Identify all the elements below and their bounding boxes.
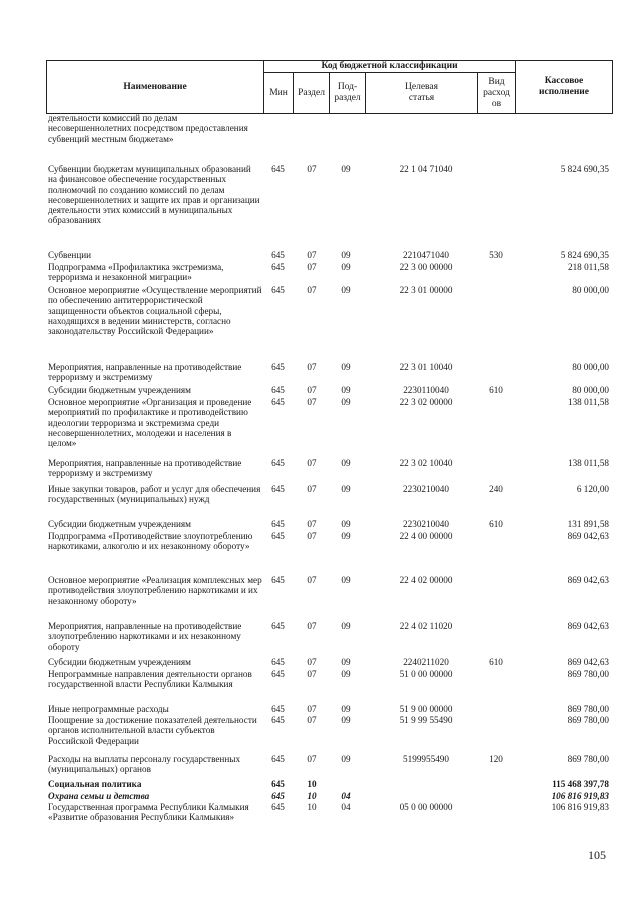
cell-min: 645 — [271, 484, 285, 494]
cell-sum: 106 816 919,83 — [551, 791, 609, 801]
cell-podrazdel: 09 — [341, 704, 351, 714]
cell-razdel: 07 — [307, 250, 317, 260]
cell-statya: 22 3 01 10040 — [399, 362, 453, 372]
cell-sum: 138 011,58 — [567, 458, 609, 468]
cell-sum: 869 042,63 — [567, 531, 609, 541]
cell-podrazdel: 04 — [341, 791, 351, 801]
cell-vid: 240 — [489, 484, 503, 494]
cell-statya: 51 9 00 00000 — [399, 704, 453, 714]
cell-name: Социальная политика — [48, 779, 142, 789]
cell-name: Мероприятия, направленные на противодействие терроризму и экстремизму — [48, 362, 242, 383]
header-budget-classification: Код бюджетной классификации — [264, 61, 516, 73]
cell-statya: 05 0 00 00000 — [399, 802, 453, 812]
cell-min: 645 — [271, 802, 285, 812]
cell-min: 645 — [271, 779, 285, 789]
cell-sum: 6 120,00 — [576, 484, 609, 494]
cell-statya: 2230210040 — [403, 484, 449, 494]
cell-vid: 120 — [489, 754, 503, 764]
cell-name: Основное мероприятие «Организация и проведение мероприятий по профилактике и противодействию идеологии терроризма и экстремизма среди несовершеннолетних, молодежи и населения в целом» — [48, 397, 252, 449]
cell-min: 645 — [271, 385, 285, 395]
cell-statya: 2230110040 — [403, 385, 449, 395]
cell-statya: 22 4 02 00000 — [399, 575, 453, 585]
cell-min: 645 — [271, 397, 285, 407]
cell-razdel: 07 — [307, 164, 317, 174]
cell-podrazdel: 09 — [341, 715, 351, 725]
cell-sum: 869 780,00 — [567, 754, 609, 764]
cell-razdel: 10 — [307, 779, 317, 789]
cell-name: Иные закупки товаров, работ и услуг для обеспечения государственных (муниципальных) нужд — [48, 484, 261, 505]
cell-podrazdel: 09 — [341, 397, 351, 407]
cell-name: Субсидии бюджетным учреждениям — [48, 385, 191, 395]
cell-name: Субсидии бюджетным учреждениям — [48, 657, 191, 667]
header-razdel: Раздел — [294, 73, 330, 114]
cell-name: Подпрограмма «Противодействие злоупотреблению наркотиками, алкоголю и их незаконному обороту» — [48, 531, 253, 552]
cell-statya: 22 3 01 00000 — [399, 285, 453, 295]
cell-statya: 51 0 00 00000 — [399, 669, 453, 679]
cell-name: Мероприятия, направленные на противодействие злоупотреблению наркотиками и их незаконному обороту — [48, 621, 242, 652]
cell-sum: 869 042,63 — [567, 575, 609, 585]
cell-name: Иные непрограммные расходы — [48, 704, 169, 714]
cell-min: 645 — [271, 575, 285, 585]
cell-sum: 869 780,00 — [567, 704, 609, 714]
header-min: Мин — [264, 73, 294, 114]
cell-min: 645 — [271, 657, 285, 667]
cell-statya: 22 1 04 71040 — [399, 164, 453, 174]
cell-min: 645 — [271, 669, 285, 679]
header-name: Наименование — [47, 61, 264, 114]
cell-sum: 115 468 397,78 — [552, 779, 609, 789]
cell-statya: 22 3 02 00000 — [399, 397, 453, 407]
cell-name: Мероприятия, направленные на противодействие терроризму и экстремизму — [48, 458, 242, 479]
cell-razdel: 07 — [307, 669, 317, 679]
cell-name: Подпрограмма «Профилактика экстремизма, терроризма и незаконной миграции» — [48, 262, 224, 283]
cell-min: 645 — [271, 704, 285, 714]
cell-min: 645 — [271, 715, 285, 725]
cell-razdel: 10 — [307, 802, 317, 812]
header-expense-type: Вид расход ов — [478, 73, 516, 114]
cell-sum: 131 891,58 — [567, 519, 609, 529]
cell-statya: 2240211020 — [403, 657, 449, 667]
cell-razdel: 07 — [307, 484, 317, 494]
table-header — [46, 60, 613, 114]
cell-razdel: 10 — [307, 791, 317, 801]
cell-statya: 22 3 02 10040 — [399, 458, 453, 468]
cell-podrazdel: 09 — [341, 575, 351, 585]
cell-name: Субвенции бюджетам муниципальных образований на финансовое обеспечение государственных полномочий по созданию комиссий по делам несовершеннолетних и защите их прав и организации деятельности этих комиссий в муниципальных образованиях — [48, 164, 260, 226]
cell-statya: 51 9 99 55490 — [399, 715, 453, 725]
cell-razdel: 07 — [307, 385, 317, 395]
cell-min: 645 — [271, 362, 285, 372]
cell-name: Основное мероприятие «Реализация комплексных мер противодействия злоупотреблению наркотиками и их незаконному обороту» — [48, 575, 262, 606]
cell-razdel: 07 — [307, 657, 317, 667]
cell-podrazdel: 09 — [341, 519, 351, 529]
cell-podrazdel: 09 — [341, 385, 351, 395]
cell-razdel: 07 — [307, 397, 317, 407]
cell-podrazdel: 09 — [341, 458, 351, 468]
cell-vid: 610 — [489, 657, 503, 667]
cell-min: 645 — [271, 519, 285, 529]
cell-podrazdel: 09 — [341, 262, 351, 272]
header-cash-execution: Кассовое исполнение — [516, 61, 613, 114]
cell-name: Субвенции — [48, 250, 92, 260]
cell-min: 645 — [271, 285, 285, 295]
cell-sum: 869 042,63 — [567, 621, 609, 631]
cell-razdel: 07 — [307, 715, 317, 725]
cell-razdel: 07 — [307, 531, 317, 541]
cell-sum: 869 042,63 — [567, 657, 609, 667]
page-number: 105 — [588, 848, 606, 862]
cell-razdel: 07 — [307, 285, 317, 295]
cell-statya: 5199955490 — [403, 754, 449, 764]
cell-sum: 80 000,00 — [572, 285, 609, 295]
cell-sum: 80 000,00 — [572, 385, 609, 395]
cell-podrazdel: 09 — [341, 484, 351, 494]
cell-sum: 80 000,00 — [572, 362, 609, 372]
cell-razdel: 07 — [307, 754, 317, 764]
cell-statya: 22 3 00 00000 — [399, 262, 453, 272]
cell-podrazdel: 04 — [341, 802, 351, 812]
cell-min: 645 — [271, 531, 285, 541]
cell-podrazdel: 09 — [341, 531, 351, 541]
cell-sum: 218 011,58 — [567, 262, 609, 272]
cell-podrazdel: 09 — [341, 164, 351, 174]
cell-name: деятельности комиссий по делам несовершеннолетних посредством предоставления субвенций местным бюджетам» — [48, 113, 248, 144]
cell-razdel: 07 — [307, 262, 317, 272]
cell-podrazdel: 09 — [341, 669, 351, 679]
cell-min: 645 — [271, 621, 285, 631]
cell-min: 645 — [271, 262, 285, 272]
cell-statya: 2230210040 — [403, 519, 449, 529]
cell-sum: 5 824 690,35 — [560, 164, 609, 174]
cell-podrazdel: 09 — [341, 621, 351, 631]
cell-sum: 138 011,58 — [567, 397, 609, 407]
cell-vid: 610 — [489, 519, 503, 529]
cell-razdel: 07 — [307, 519, 317, 529]
cell-sum: 869 780,00 — [567, 669, 609, 679]
cell-name: Основное мероприятие «Осуществление мероприятий по обеспечению антитеррористической защищенности объектов социальной сферы, находящихся в ведении министерств, согласно законодательству Российской Федерации» — [48, 285, 262, 337]
cell-name: Непрограммные направления деятельности органов государственной власти Республики Калмыкия — [48, 669, 252, 690]
cell-statya: 22 4 00 00000 — [399, 531, 453, 541]
cell-razdel: 07 — [307, 458, 317, 468]
cell-vid: 530 — [489, 250, 503, 260]
cell-min: 645 — [271, 458, 285, 468]
cell-podrazdel: 09 — [341, 754, 351, 764]
cell-name: Охрана семьи и детства — [48, 791, 150, 801]
cell-podrazdel: 09 — [341, 362, 351, 372]
cell-podrazdel: 09 — [341, 250, 351, 260]
cell-sum: 106 816 919,83 — [551, 802, 609, 812]
header-target-article: Целевая статья — [366, 73, 478, 114]
cell-statya: 22 4 02 11020 — [399, 621, 453, 631]
cell-min: 645 — [271, 754, 285, 764]
cell-min: 645 — [271, 791, 285, 801]
cell-podrazdel: 09 — [341, 285, 351, 295]
cell-name: Расходы на выплаты персоналу государственных (муниципальных) органов — [48, 754, 241, 775]
cell-razdel: 07 — [307, 362, 317, 372]
cell-sum: 5 824 690,35 — [560, 250, 609, 260]
cell-vid: 610 — [489, 385, 503, 395]
cell-name: Государственная программа Республики Калмыкия «Развитие образования Республики Калмыкия» — [48, 802, 249, 823]
cell-razdel: 07 — [307, 575, 317, 585]
cell-name: Поощрение за достижение показателей деятельности органов исполнительной власти субъектов Российской Федерации — [48, 715, 257, 746]
cell-razdel: 07 — [307, 704, 317, 714]
cell-statya: 2210471040 — [403, 250, 449, 260]
cell-min: 645 — [271, 250, 285, 260]
cell-sum: 869 780,00 — [567, 715, 609, 725]
cell-podrazdel: 09 — [341, 657, 351, 667]
cell-razdel: 07 — [307, 621, 317, 631]
header-podrazdel: Под- раздел — [330, 73, 366, 114]
cell-name: Субсидии бюджетным учреждениям — [48, 519, 191, 529]
cell-min: 645 — [271, 164, 285, 174]
